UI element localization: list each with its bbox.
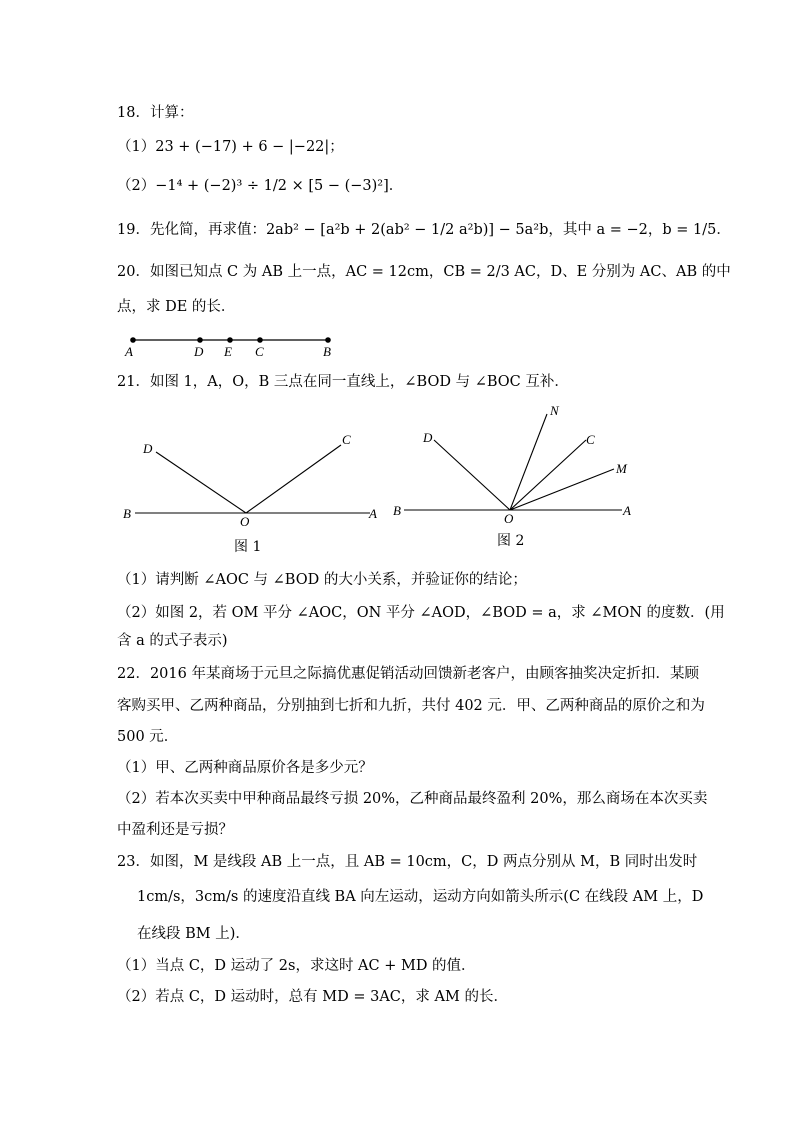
q22-part2-line2: 中盈利还是亏损？ — [117, 822, 233, 838]
q18-part2: （2）−1⁴ + (−2)³ ÷ 1/2 × [5 − (−3)²]． — [117, 178, 404, 194]
q18-part1: （1）23 + (−17) + 6 − |−22|； — [117, 139, 344, 155]
q22-line3: 500 元． — [117, 729, 179, 745]
fig2-label-c: C — [586, 432, 595, 447]
fig1-label-c: C — [342, 432, 351, 447]
point-b — [325, 337, 331, 343]
q23-part1: （1）当点 C，D 运动了 2s，求这时 AC + MD 的值． — [117, 958, 476, 974]
label-d: D — [194, 344, 204, 359]
label-a: A — [125, 344, 133, 359]
ray-oc-2 — [510, 440, 586, 510]
point-c — [257, 337, 263, 343]
q20-line1: 20．如图已知点 C 为 AB 上一点，AC = 12cm，CB = 2/3 AC，D、E 分别为 AC、AB 的中 — [117, 264, 731, 280]
point-a — [130, 337, 136, 343]
label-b: B — [323, 344, 331, 359]
q21-part2-line2: 含 a 的式子表示) — [117, 633, 228, 649]
fig2-caption: 图 2 — [497, 533, 525, 549]
fig2-label-b: B — [393, 503, 401, 518]
point-e — [227, 337, 233, 343]
q22-part1: （1）甲、乙两种商品原价各是多少元？ — [117, 760, 373, 776]
label-e: E — [224, 344, 232, 359]
q21-part2-line1: （2）如图 2，若 OM 平分 ∠AOC，ON 平分 ∠AOD，∠BOD = a，求 ∠MON 的度数．(用 — [117, 605, 725, 621]
fig1-caption: 图 1 — [234, 539, 262, 555]
ray-od — [156, 452, 246, 513]
q22-line2: 客购买甲、乙两种商品，分别抽到七折和九折，共付 402 元．甲、乙两种商品的原价之和为 — [117, 698, 705, 714]
fig1-label-o: O — [240, 514, 250, 529]
q19-text: 19．先化简，再求值：2ab² − [a²b + 2(ab² − 1/2 a²b)] − 5a²b，其中 a = −2，b = 1/5． — [117, 222, 731, 238]
fig1-label-a: A — [369, 506, 377, 521]
q21-figure-1 — [118, 425, 388, 530]
fig2-label-d: D — [423, 430, 433, 445]
ray-oc — [246, 445, 341, 513]
q23-line2: 1cm/s，3cm/s 的速度沿直线 BA 向左运动，运动方向如箭头所示(C 在线段 AM 上，D — [137, 889, 704, 905]
ray-od-2 — [434, 440, 510, 510]
q22-line1: 22．2016 年某商场于元旦之际搞优惠促销活动回馈新老客户，由顾客抽奖决定折扣．某顾 — [117, 666, 699, 682]
fig2-label-o: O — [504, 511, 514, 525]
q21-part1: （1）请判断 ∠AOC 与 ∠BOD 的大小关系，并验证你的结论； — [117, 572, 527, 588]
fig2-label-n: N — [550, 403, 559, 418]
point-d — [197, 337, 203, 343]
fig2-label-m: M — [616, 461, 627, 476]
ray-on — [510, 414, 547, 510]
ray-om — [510, 469, 614, 510]
q22-part2-line1: （2）若本次买卖中甲种商品最终亏损 20%，乙种商品最终盈利 20%，那么商场在本次买卖 — [117, 791, 708, 807]
q23-line3: 在线段 BM 上)． — [137, 926, 250, 942]
q23-line1: 23．如图，M 是线段 AB 上一点，且 AB = 10cm，C，D 两点分别从 M，B 同时出发时 — [117, 854, 698, 870]
q20-segment-figure — [118, 330, 348, 362]
q23-part2: （2）若点 C，D 运动时，总有 MD = 3AC，求 AM 的长． — [117, 989, 508, 1005]
q18-title: 18．计算： — [117, 105, 194, 121]
label-c: C — [255, 344, 264, 359]
fig1-label-b: B — [123, 506, 131, 521]
q21-figure-2 — [390, 400, 640, 525]
fig1-label-d: D — [143, 441, 153, 456]
q20-line2: 点，求 DE 的长． — [117, 299, 236, 315]
q21-intro: 21．如图 1，A，O，B 三点在同一直线上，∠BOD 与 ∠BOC 互补． — [117, 374, 569, 390]
fig2-label-a: A — [623, 503, 631, 518]
